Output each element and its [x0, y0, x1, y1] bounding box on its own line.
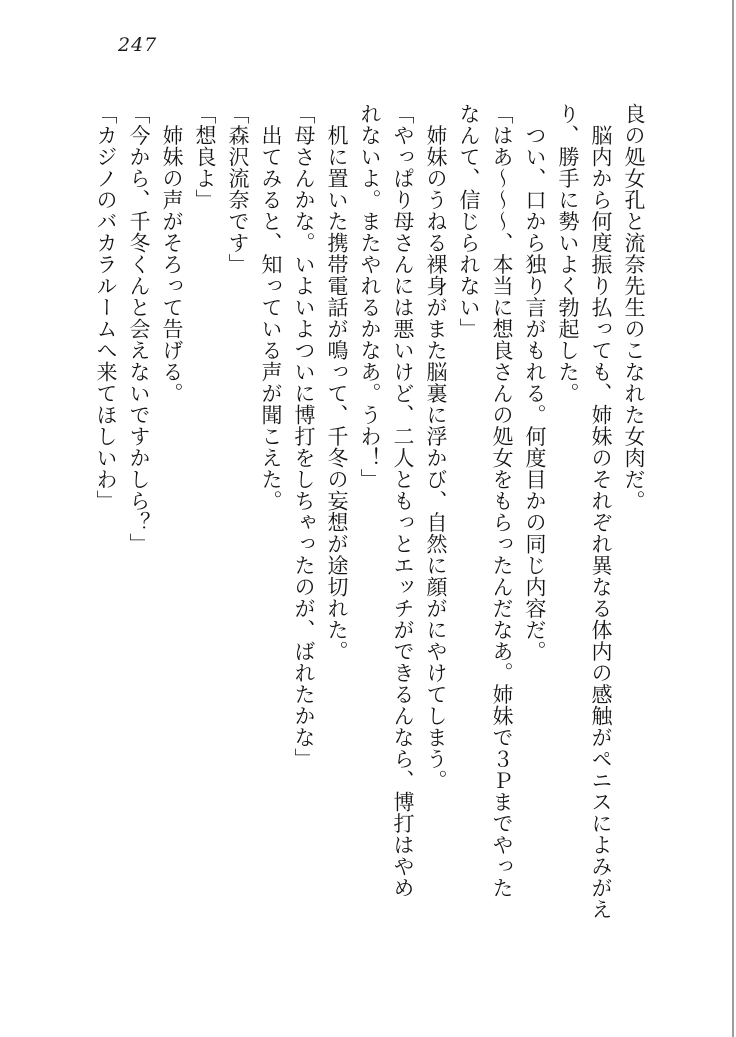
- body-text: [89, 103, 650, 935]
- text-line: れないよ。またやれるかなあ。うわ！」: [358, 103, 382, 490]
- text-line: 机に置いた携帯電話が鳴って、千冬の妄想が途切れた。: [325, 103, 349, 662]
- text-line: 「カジノのバカラルームへ来てほしいわ」: [94, 103, 118, 512]
- text-line: つい、口から独り言がもれる。何度目かの同じ内容だ。: [523, 103, 547, 662]
- text-line: 「母さんかな。いよいよついに博打をしちゃったのが、ばれたかな」: [292, 103, 316, 770]
- text-line: 「森沢流奈です」: [226, 103, 250, 275]
- page-number: 247: [118, 34, 158, 56]
- text-line: なんて、信じられない」: [457, 103, 481, 340]
- text-line: 「想良よ」: [193, 103, 217, 211]
- text-line: 「はあ～～～、本当に想良さんの処女をもらったんだなあ。姉妹で３Ｐまでやった: [490, 103, 514, 899]
- text-line: 姉妹の声がそろって告げる。: [160, 103, 184, 404]
- text-line: 「今から、千冬くんと会えないですかしら？」: [127, 103, 151, 555]
- text-line: 出てみると、知っている声が聞こえた。: [259, 103, 283, 512]
- page-edge-shadow: [732, 0, 734, 1037]
- text-line: 姉妹のうねる裸身がまた脳裏に浮かび、自然に顔がにやけてしまう。: [424, 103, 448, 791]
- text-line: り、勝手に勢いよく勃起した。: [556, 103, 580, 404]
- text-line: 「やっぱり母さんには悪いけど、二人ともっとエッチができるんなら、博打はやめ: [391, 103, 415, 899]
- text-line: 脳内から何度振り払っても、姉妹のそれぞれ異なる体内の感触がペニスによみがえ: [589, 103, 613, 920]
- text-line: 良の処女孔と流奈先生のこなれた女肉だ。: [622, 103, 646, 512]
